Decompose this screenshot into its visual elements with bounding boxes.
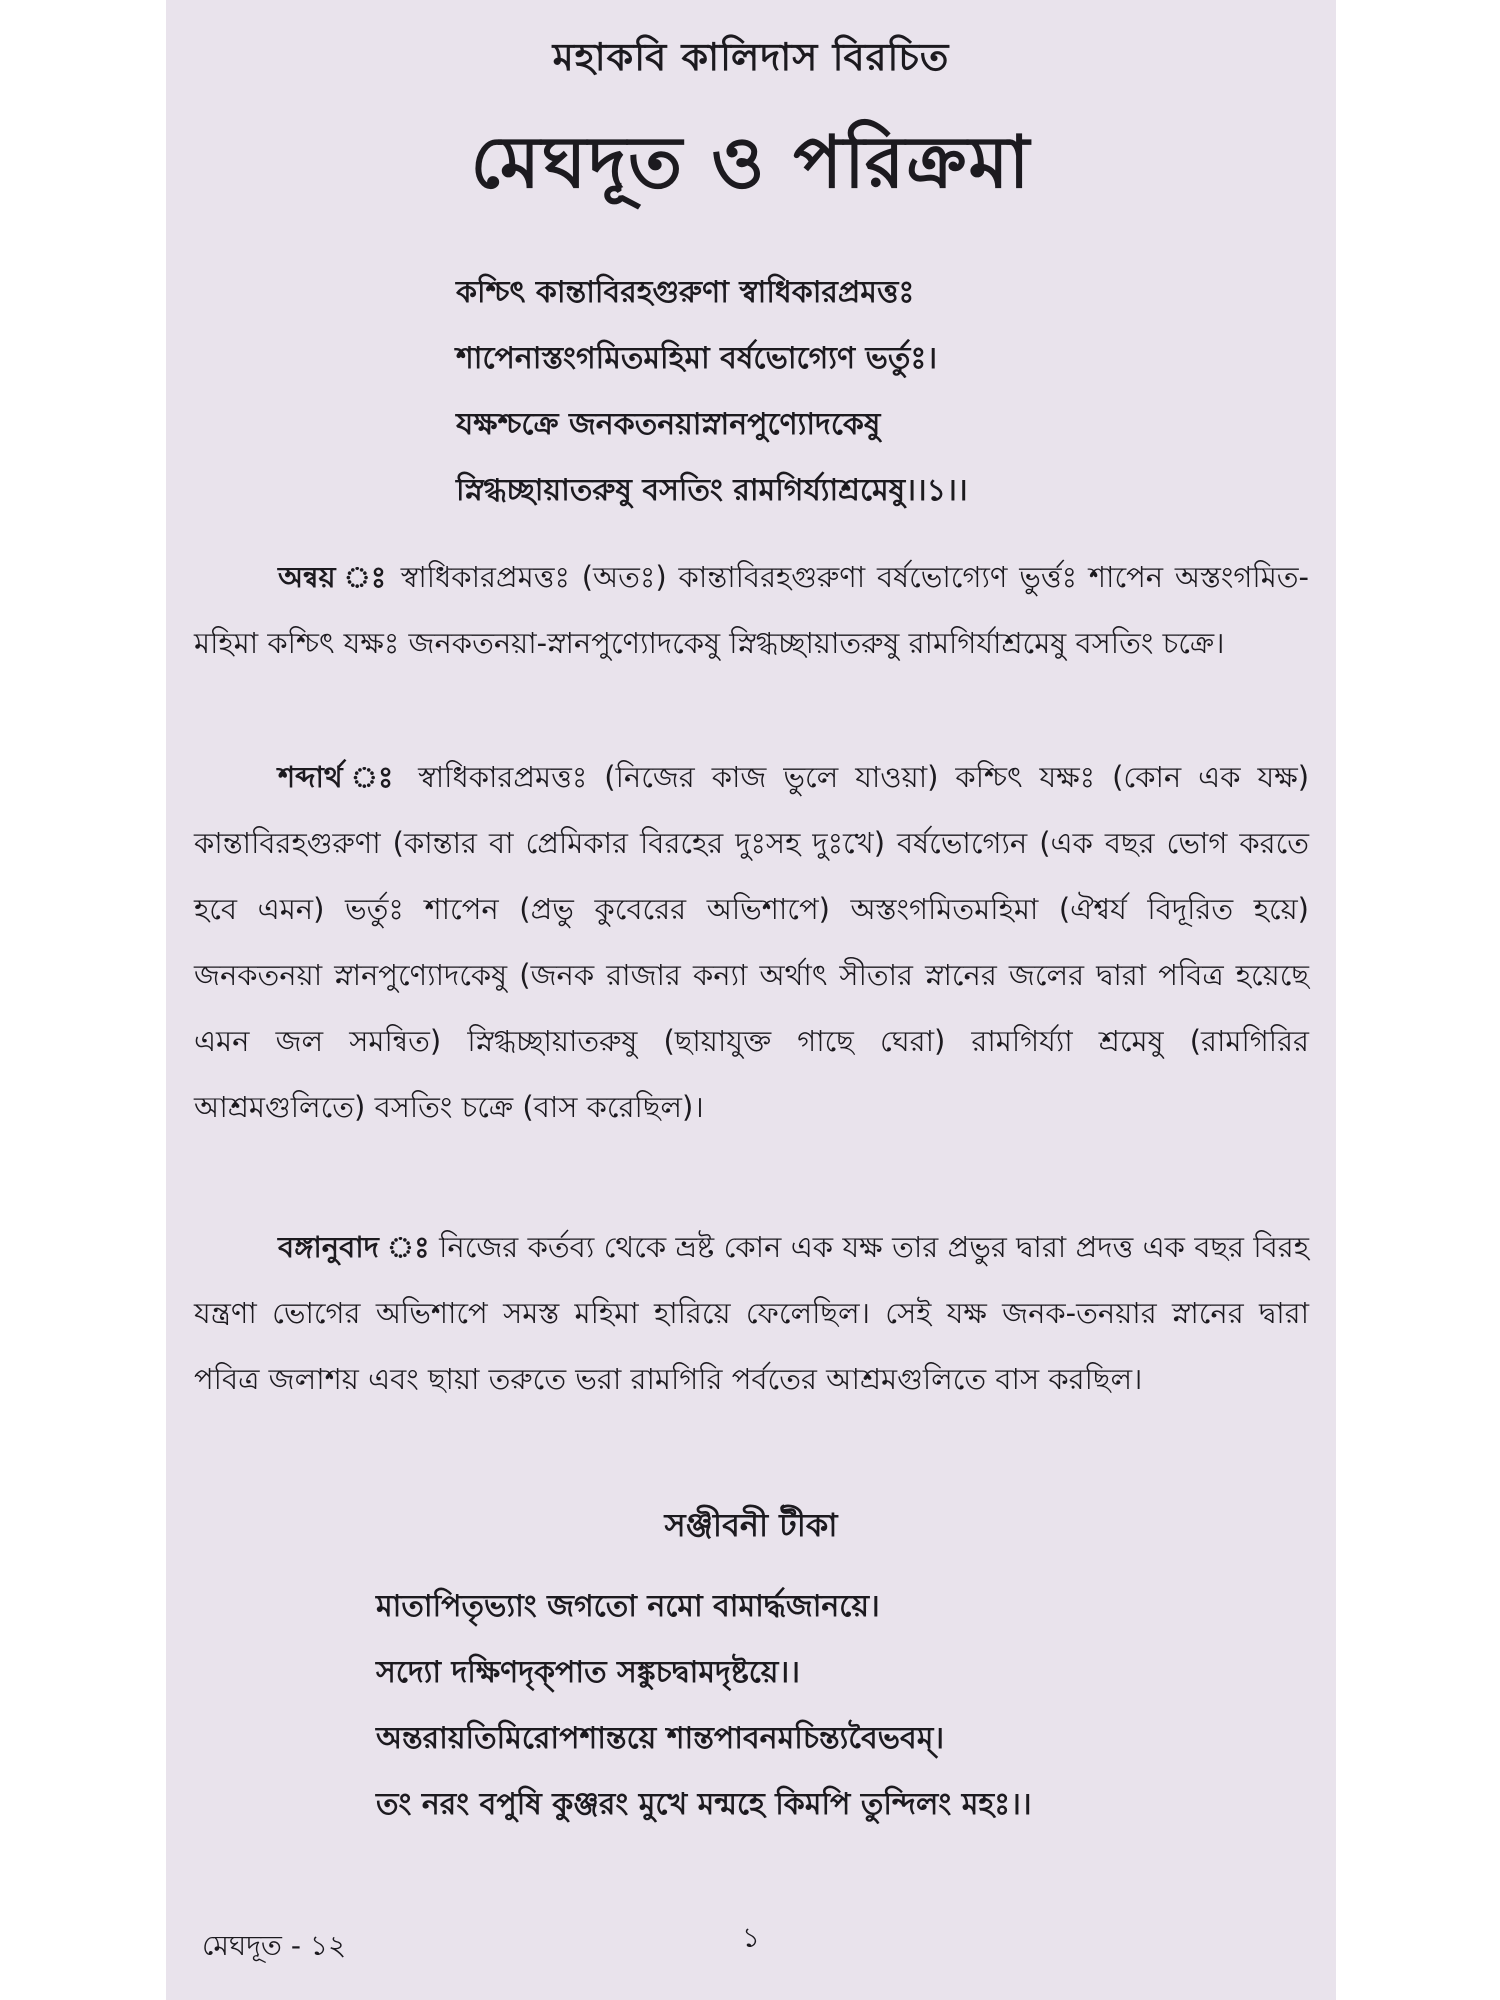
anuvad-label: বঙ্গানুবাদ ঃ (278, 1230, 430, 1264)
book-page (166, 0, 1336, 2000)
verse-line: শাপেনাস্তংগমিতমহিমা বর্ষভোগ্যেণ ভর্তুঃ। (456, 341, 938, 376)
running-head: মেঘদূত - ১২ (202, 1929, 347, 1962)
book-title: মেঘদূত ও পরিক্রমা (470, 120, 1032, 204)
shabdartha-label: শব্দার্থ ঃ (278, 760, 402, 794)
verse-block (456, 260, 968, 524)
verse-line: সদ্যো দক্ষিণদৃক্পাত সঙ্কুচদ্বামদৃষ্টয়ে।। (376, 1655, 800, 1690)
sanjivani-heading: সঞ্জীবনী টীকা (664, 1506, 838, 1544)
verse-line: কশ্চিৎ কান্তাবিরহগুরুণা স্বাধিকারপ্রমত্তঃ (456, 275, 915, 310)
anuvad-paragraph (194, 1214, 1309, 1412)
anvaya-paragraph (194, 544, 1309, 676)
page-number: ১ (741, 1921, 761, 1954)
author-subtitle: মহাকবি কালিদাস বিরচিত (552, 35, 950, 79)
verse-line: যক্ষশ্চক্রে জনকতনয়াস্নানপুণ্যোদকেষু (456, 407, 881, 442)
sanjivani-verse-block (376, 1574, 1032, 1838)
verse-line: স্নিগ্ধচ্ছায়াতরুষু বসতিং রামগির্য্যাশ্রমেষু।।১।। (456, 473, 968, 508)
shabdartha-paragraph (194, 744, 1309, 1140)
anvaya-text: স্বাধিকারপ্রমত্তঃ (অতঃ) কান্তাবিরহগুরুণা বর্ষভোগ্যেণ ভুর্ত্তঃ শাপেন অস্তংগমিত-মহিমা কশ্চিৎ যক্ষঃ জনকতনয়া-স্নানপুণ্যোদকেষু স্নিগ্ধচ্ছায়াতরুষু রামগির্যাশ্রমেষু বসতিং চক্রে। (194, 560, 1310, 660)
anvaya-label: অন্বয় ঃ (278, 560, 389, 594)
verse-line: মাতাপিতৃভ্যাং জগতো নমো বামার্দ্ধজানয়ে। (376, 1589, 880, 1624)
verse-line: তং নরং বপুষি কুঞ্জরং মুখে মন্মহে কিমপি তুন্দিলং মহঃ।। (376, 1787, 1032, 1822)
shabdartha-text: স্বাধিকারপ্রমত্তঃ (নিজের কাজ ভুলে যাওয়া) কশ্চিৎ যক্ষঃ (কোন এক যক্ষ) কান্তাবিরহগুরুণা (কান্তার বা প্রেমিকার বিরহের দুঃসহ দুঃখে) বর্ষভোগ্যেন (এক বছর ভোগ করতে হবে এমন) ভর্তুঃ শাপেন (প্রভু কুবেরের অভিশাপে) অস্তংগমিতমহিমা (ঐশ্বর্য বিদূরিত হয়ে) জনকতনয়া স্নানপুণ্যোদকেষু (জনক রাজার কন্যা অর্থাৎ সীতার স্নানের জলের দ্বারা পবিত্র হয়েছে এমন জল সমন্বিত) স্নিগ্ধচ্ছায়াতরুষু (ছায়াযুক্ত গাছে ঘেরা) রামগির্য্যা শ্রমেষু (রামগিরির আশ্রমগুলিতে) বসতিং চক্রে (বাস করেছিল)। (194, 760, 1310, 1124)
anuvad-text: নিজের কর্তব্য থেকে ভ্রষ্ট কোন এক যক্ষ তার প্রভুর দ্বারা প্রদত্ত এক বছর বিরহ যন্ত্রণা ভোগের অভিশাপে সমস্ত মহিমা হারিয়ে ফেলেছিল। সেই যক্ষ জনক-তনয়ার স্নানের দ্বারা পবিত্র জলাশয় এবং ছায়া তরুতে ভরা রামগিরি পর্বতের আশ্রমগুলিতে বাস করছিল। (194, 1230, 1309, 1396)
verse-line: অন্তরায়তিমিরোপশান্তয়ে শান্তপাবনমচিন্ত্যবৈভবম্। (376, 1721, 945, 1756)
